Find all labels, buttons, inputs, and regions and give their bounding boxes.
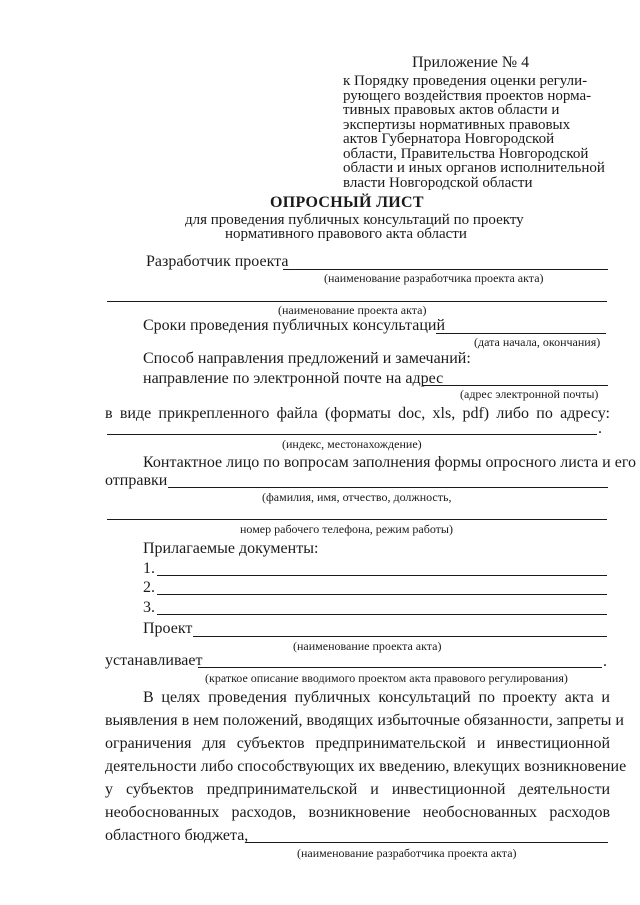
establishes-field[interactable] (198, 667, 602, 668)
project-name-field[interactable] (107, 301, 607, 302)
establishes-period: . (603, 653, 607, 670)
address-field[interactable] (107, 434, 597, 435)
developer-label: Разработчик проекта (146, 253, 289, 270)
paragraph-line: у субъектов предпринимательской и инвестиционной деятельности (105, 781, 610, 798)
project-hint: (наименование проекта акта) (293, 639, 442, 653)
final-developer-field[interactable] (245, 842, 608, 843)
attached-label: Прилагаемые документы: (143, 540, 319, 557)
project-label: Проект (143, 620, 193, 637)
appendix-line: области и иных органов исполнительной (343, 160, 605, 176)
address-hint: (индекс, местонахождение) (282, 437, 422, 451)
contact-hint: (фамилия, имя, отчество, должность, (262, 490, 452, 504)
paragraph-line: В целях проведения публичных консультаций по проекту акта и (143, 689, 610, 706)
terms-label: Сроки проведения публичных консультаций (143, 317, 446, 334)
contact-field[interactable] (168, 487, 608, 488)
paragraph-line: деятельности либо способствующих их введению, влекущих возникновение (105, 758, 627, 775)
contact-field-2[interactable] (107, 519, 607, 520)
appendix-text (343, 74, 605, 190)
terms-field[interactable] (436, 333, 606, 334)
attached-item-field[interactable] (157, 575, 607, 576)
document-subtitle: для проведения публичных консультаций по проекту (185, 212, 524, 228)
developer-hint: (наименование разработчика проекта акта) (324, 271, 544, 285)
establishes-hint: (краткое описание вводимого проектом акта правового регулирования) (205, 671, 568, 685)
method-label: Способ направления предложений и замечаний: (143, 350, 471, 367)
developer-field[interactable] (283, 269, 608, 270)
project-name-hint: (наименование проекта акта) (278, 303, 427, 317)
contact-hint-2: номер рабочего телефона, режим работы) (240, 522, 453, 536)
appendix-title: Приложение № 4 (412, 54, 530, 71)
contact-label: Контактное лицо по вопросам заполнения формы опросного листа и его (143, 454, 636, 471)
paragraph-line: необоснованных расходов, возникновение необоснованных расходов (105, 804, 610, 821)
attached-item-number: 1. (143, 560, 155, 577)
final-hint: (наименование разработчика проекта акта) (297, 846, 517, 860)
appendix-line: экспертизы нормативных правовых (343, 116, 571, 133)
appendix-line: власти Новгородской области (343, 174, 533, 191)
attached-item-number: 2. (143, 579, 155, 596)
paragraph-line: ограничения для субъектов предпринимательской и инвестиционной (105, 735, 610, 752)
establishes-label: устанавливает (105, 652, 203, 669)
file-label: в виде прикрепленного файла (форматы doc, xls, pdf) либо по адресу: (105, 405, 610, 422)
email-hint: (адрес электронной почты) (460, 387, 599, 401)
appendix-line: рующего воздействия проектов норма- (343, 87, 592, 104)
paragraph-line: выявления в нем положений, вводящих избыточные обязанности, запреты и (105, 712, 624, 729)
attached-item-field[interactable] (157, 614, 607, 615)
appendix-line: области, Правительства Новгородской (343, 145, 589, 162)
paragraph-last-line: областного бюджета, (105, 827, 249, 844)
email-field[interactable] (423, 385, 608, 386)
terms-hint: (дата начала, окончания) (474, 335, 601, 349)
project-field[interactable] (193, 636, 607, 637)
appendix-line: актов Губернатора Новгородской (343, 131, 555, 147)
email-label: направление по электронной почте на адрес (143, 370, 444, 387)
address-period: . (598, 420, 602, 437)
document-title: ОПРОСНЫЙ ЛИСТ (270, 194, 424, 211)
attached-item-number: 3. (143, 599, 155, 616)
attached-item-field[interactable] (157, 594, 607, 595)
contact-label-cont: отправки (105, 472, 168, 489)
appendix-line: тивных правовых актов области и (343, 102, 560, 118)
document-subtitle: нормативного правового акта области (225, 226, 467, 242)
appendix-line: к Порядку проведения оценки регули- (343, 73, 588, 89)
